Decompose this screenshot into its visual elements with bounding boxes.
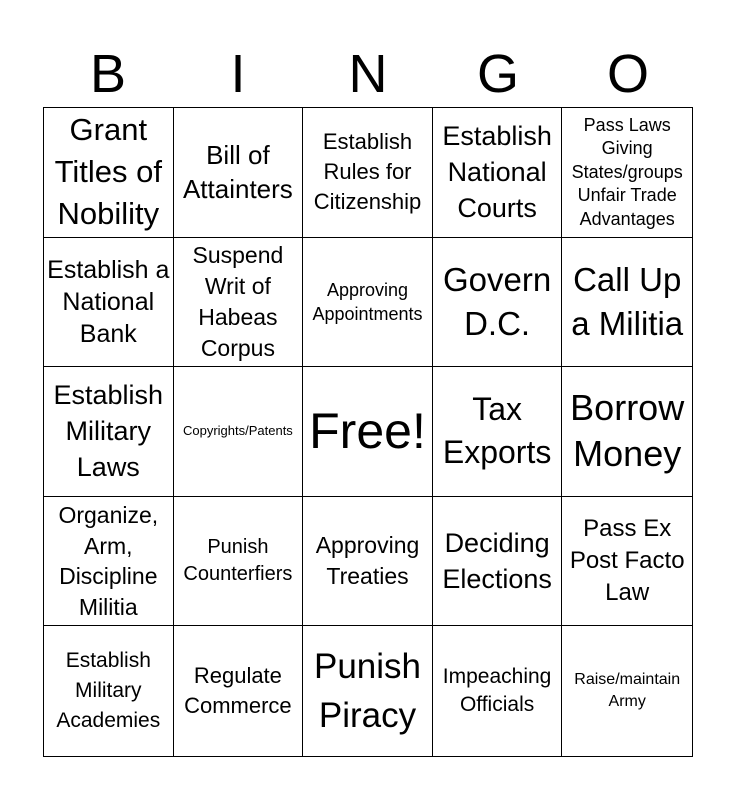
cell-text: Pass Laws Giving States/groups Unfair Trade Advantages xyxy=(571,114,683,229)
bingo-cell[interactable] xyxy=(303,238,433,368)
cell-text: Approving Appointments xyxy=(312,279,423,324)
bingo-cell[interactable] xyxy=(174,108,304,238)
bingo-cell[interactable] xyxy=(44,626,174,756)
bingo-cell[interactable] xyxy=(433,497,563,627)
bingo-cell[interactable] xyxy=(562,108,692,238)
bingo-cell[interactable] xyxy=(562,367,692,497)
bingo-cell[interactable] xyxy=(44,497,174,627)
cell-text: Establish a National Bank xyxy=(47,255,170,348)
bingo-cell[interactable] xyxy=(174,497,304,627)
bingo-cell free-space[interactable] xyxy=(303,367,433,497)
bingo-card xyxy=(43,107,693,757)
cell-text: Establish Rules for Citizenship xyxy=(313,129,422,215)
cell-text: Bill of Attainters xyxy=(182,140,293,205)
bingo-cell[interactable] xyxy=(44,367,174,497)
bingo-cell[interactable] xyxy=(303,626,433,756)
bingo-cell[interactable] xyxy=(562,626,692,756)
bingo-cell[interactable] xyxy=(433,626,563,756)
bingo-cell[interactable] xyxy=(44,238,174,368)
cell-text: Raise/maintain Army xyxy=(574,671,681,711)
bingo-cell[interactable] xyxy=(433,108,563,238)
cell-text: Copyrights/Patents xyxy=(182,423,293,439)
cell-text: Approving Treaties xyxy=(315,532,420,590)
cell-text: Borrow Money xyxy=(570,387,685,475)
cell-text: Call Up a Militia xyxy=(571,260,684,342)
cell-text: Govern D.C. xyxy=(442,260,552,342)
bingo-header xyxy=(43,40,693,108)
cell-text: Establish Military Laws xyxy=(53,380,164,483)
cell-text: Grant Titles of Nobility xyxy=(54,112,162,232)
header-letter-g: G xyxy=(476,44,519,104)
cell-text: Suspend Writ of Habeas Corpus xyxy=(192,241,284,361)
cell-text: Punish Piracy xyxy=(313,647,421,736)
free-space-text: Free! xyxy=(309,403,426,460)
bingo-cell[interactable] xyxy=(303,497,433,627)
bingo-cell[interactable] xyxy=(174,367,304,497)
bingo-cell[interactable] xyxy=(433,238,563,368)
bingo-cell[interactable] xyxy=(174,238,304,368)
header-letter-i: I xyxy=(230,44,246,104)
bingo-cell[interactable] xyxy=(303,108,433,238)
header-letter-n: N xyxy=(348,44,388,104)
cell-text: Establish Military Academies xyxy=(56,649,161,733)
cell-text: Organize, Arm, Discipline Militia xyxy=(58,502,159,620)
header-letter-b: B xyxy=(89,44,127,104)
bingo-cell[interactable] xyxy=(562,238,692,368)
cell-text: Regulate Commerce xyxy=(184,663,292,719)
bingo-cell[interactable] xyxy=(433,367,563,497)
cell-text: Tax Exports xyxy=(442,391,552,471)
bingo-cell[interactable] xyxy=(174,626,304,756)
cell-text: Pass Ex Post Facto Law xyxy=(569,515,685,607)
header-letter-o: O xyxy=(606,44,649,104)
bingo-cell[interactable] xyxy=(562,497,692,627)
bingo-cell[interactable] xyxy=(44,108,174,238)
cell-text: Deciding Elections xyxy=(442,528,552,595)
cell-text: Punish Counterfiers xyxy=(183,536,293,586)
cell-text: Establish National Courts xyxy=(442,121,552,224)
cell-text: Impeaching Officials xyxy=(442,665,552,717)
